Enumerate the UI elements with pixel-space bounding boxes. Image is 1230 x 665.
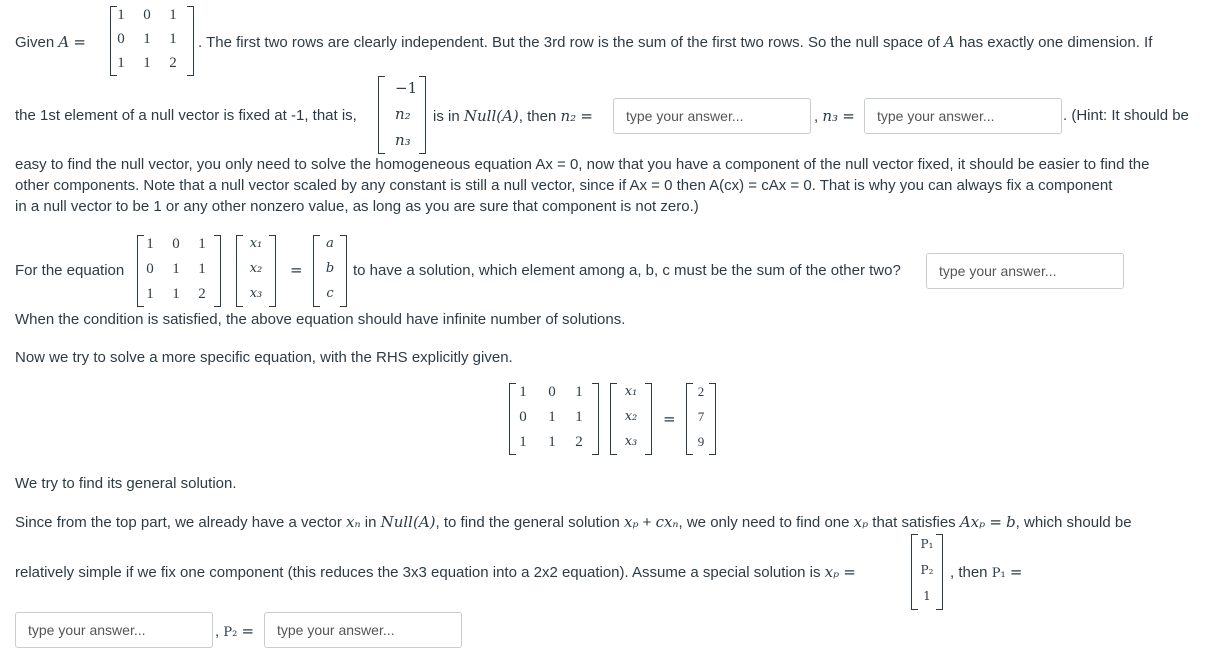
null-sentence: the 1st element of a null vector is fixed at -1, that is, bbox=[15, 107, 357, 124]
given-label: Given A = bbox=[15, 33, 86, 51]
n2-answer-input[interactable] bbox=[613, 98, 811, 134]
p2-label: , P₂ = bbox=[215, 622, 255, 640]
which-element-text: to have a solution, which element among a, b, c must be the sum of the other two? bbox=[353, 262, 901, 279]
equation-matrix: 1 0 1 0 1 1 1 1 2 bbox=[137, 235, 221, 307]
hint-line-2: easy to find the null vector, you only need to solve the homogeneous equation Ax = 0, now that you have a component of the null vector fixed, it should be easier to find the bbox=[15, 156, 1150, 173]
intro-text: . The first two rows are clearly independent. But the 3rd row is the sum of the first two rows. So the null space of A has exactly one dimension. If bbox=[198, 33, 1153, 51]
null-vector: −1 n₂ n₃ bbox=[378, 76, 426, 154]
p2-answer-input[interactable] bbox=[264, 612, 462, 648]
specific-text: Now we try to solve a more specific equation, with the RHS explicitly given. bbox=[15, 349, 513, 366]
hint-line-4: in a null vector to be 1 or any other nonzero value, as long as you are sure that component is not zero.) bbox=[15, 198, 699, 215]
specific-x-vector: x₁ x₂ x₃ bbox=[610, 383, 652, 455]
then-p1-text: , then P₁ = bbox=[950, 563, 1023, 581]
element-answer-input[interactable] bbox=[926, 253, 1124, 289]
hint-line-3: other components. Note that a null vector scaled by any constant is still a null vector, since if Ax = 0 then A(cx) = cAx = 0. That is why you can always fix a component bbox=[15, 177, 1113, 194]
since-text: Since from the top part, we already have a vector xₙ in Null(A), to find the general solution xₚ + cxₙ, we only need to find one xₚ that satisfies Axₚ = b, which should be bbox=[15, 513, 1132, 531]
p1-answer-input[interactable] bbox=[15, 612, 213, 648]
specific-equals: = bbox=[663, 410, 676, 428]
is-in-null: is in Null(A), then n₂ = bbox=[433, 107, 593, 125]
hint-start: . (Hint: It should be bbox=[1063, 107, 1189, 124]
for-equation-label: For the equation bbox=[15, 262, 125, 279]
abc-vector: a b c bbox=[313, 235, 347, 307]
general-solution-text: We try to find its general solution. bbox=[15, 475, 237, 492]
equals-sign: = bbox=[290, 261, 303, 279]
n3-label: , n₃ = bbox=[814, 107, 855, 125]
x-vector: x₁ x₂ x₃ bbox=[236, 235, 276, 307]
n3-answer-input[interactable] bbox=[864, 98, 1062, 134]
rhs-vector: 2 7 9 bbox=[686, 383, 716, 455]
xp-vector: P₁ P₂ 1 bbox=[911, 534, 943, 610]
matrix-A: 1 0 1 0 1 1 1 1 2 bbox=[110, 6, 194, 76]
condition-text: When the condition is satisfied, the above equation should have infinite number of solutions. bbox=[15, 311, 626, 328]
specific-matrix: 1 0 1 0 1 1 1 1 2 bbox=[509, 383, 599, 455]
relatively-text: relatively simple if we fix one component (this reduces the 3x3 equation into a 2x2 equation). Assume a special solution is xₚ = bbox=[15, 563, 856, 581]
